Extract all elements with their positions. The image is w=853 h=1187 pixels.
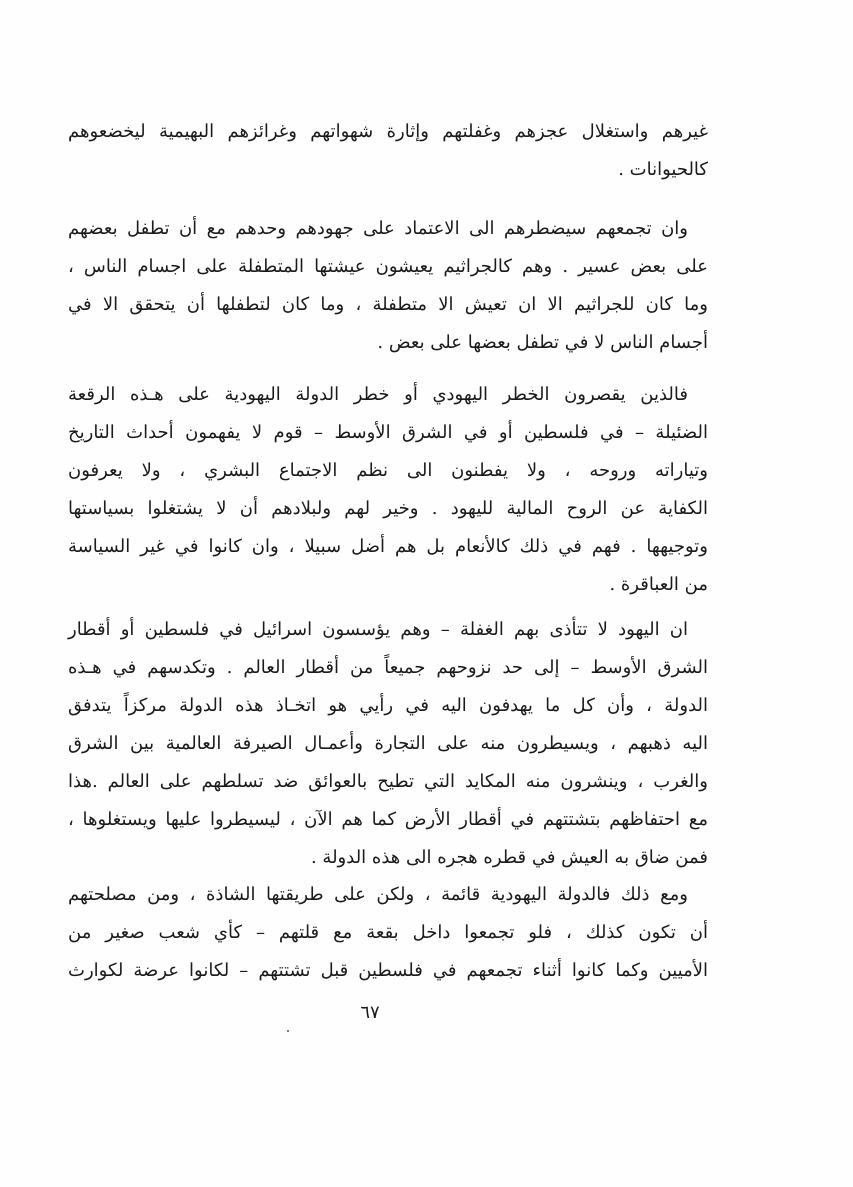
paragraph xyxy=(68,376,708,604)
paragraph xyxy=(68,611,708,877)
text-line: أن تكون كذلك ، فلو تجمعوا داخل بقعة مع قلتهم – كأي شعب صغير من xyxy=(68,922,708,943)
text-line: الأميين وكما كانوا أثناء تجمعهم في فلسطين قبل تشتتهم – لكانوا عرضة لكوارث xyxy=(68,960,708,981)
text-line: وان تجمعهم سيضطرهم الى الاعتماد على جهودهم وحدهم مع أن تطفل بعضهم xyxy=(68,218,688,239)
text-line: الضئيلة – في فلسطين أو في الشرق الأوسط – قوم لا يفهمون أحداث التاريخ xyxy=(68,422,708,443)
text-line: الكفاية عن الروح المالية لليهود . وخير لهم ولبلادهم أن لا يشتغلوا بسياستها xyxy=(68,498,708,519)
text-line: الدولة ، وأن كل ما يهدفون اليه في رأيي هو اتخـاذ هذه الدولة مركزاً يتدفق xyxy=(68,695,708,716)
text-line: ومع ذلك فالدولة اليهودية قائمة ، ولكن على طريقتها الشاذة ، ومن مصلحتهم xyxy=(68,884,688,905)
text-line: وتوجيهها . فهم في ذلك كالأنعام بل هم أضل سبيلا ، وان كانوا في غير السياسة xyxy=(68,536,708,557)
text-line: فالذين يقصرون الخطر اليهودي أو خطر الدولة اليهودية على هـذه الرقعة xyxy=(68,384,688,405)
text-line: ان اليهود لا تتأذى بهم الغفلة – وهم يؤسسون اسرائيل في فلسطين أو أقطار xyxy=(68,619,688,640)
text-line: الشرق الأوسط – إلى حد نزوحهم جميعاً من أقطار العالم . وتكدسهم في هـذه xyxy=(68,657,708,678)
page-number: ٦٧ xyxy=(360,1002,380,1023)
text-line: والغرب ، وينشرون منه المكايد التي تطيح بالعوائق ضد تسلطهم على العالم .هذا xyxy=(68,771,708,792)
text-line: من العباقرة . xyxy=(609,574,708,595)
text-line: وما كان للجراثيم الا ان تعيش الا متطفلة ، وما كان لتطفلها أن يتحقق الا في xyxy=(68,294,708,315)
text-line: مع احتفاظهم بتشتتهم في أقطار الأرض كما هم الآن ، ليسيطروا عليها ويستغلوها ، xyxy=(68,809,708,830)
text-line: أجسام الناس لا في تطفل بعضها على بعض . xyxy=(377,332,708,353)
ink-speck xyxy=(287,1030,289,1032)
text-line: فمن ضاق به العيش في قطره هجره الى هذه الدولة . xyxy=(310,847,708,868)
text-line: اليه ذهبهم ، ويسيطرون منه على التجارة وأعمـال الصيرفة العالمية بين الشرق xyxy=(68,733,708,754)
text-line: غيرهم واستغلال عجزهم وغفلتهم وإثارة شهواتهم وغرائزهم البهيمية ليخضعوهم xyxy=(68,121,708,142)
text-line: وتياراته وروحه ، ولا يفطنون الى نظم الاجتماع البشري ، ولا يعرفون xyxy=(68,460,708,481)
paragraph xyxy=(68,113,708,189)
paragraph xyxy=(68,876,708,990)
text-line: على بعض عسير . وهم كالجراثيم يعيشون عيشتها المتطفلة على اجسام الناس ، xyxy=(68,256,708,277)
text-line: كالحيوانات . xyxy=(618,159,708,180)
paragraph xyxy=(68,210,708,362)
